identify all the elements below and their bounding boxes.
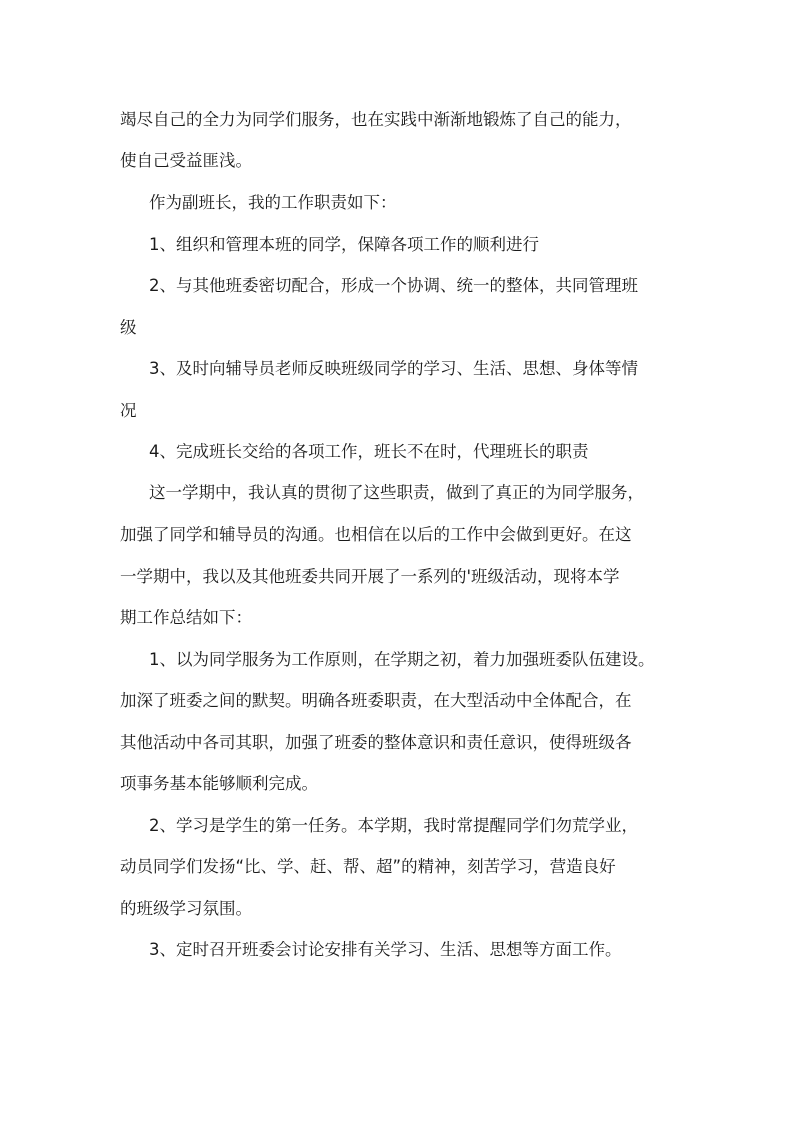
line-text: 2、与其他班委密切配合，形成一个协调、统一的整体，共同管理班	[149, 276, 638, 295]
text-line	[0, 731, 794, 755]
text-line	[0, 814, 794, 838]
line-text: 竭尽自己的全力为同学们服务，也在实践中渐渐地锻炼了自己的能力，	[120, 110, 632, 129]
line-text: 4、完成班长交给的各项工作，班长不在时，代理班长的职责	[149, 442, 589, 461]
line-text: 一学期中，我以及其他班委共同开展了一系列的'班级活动，现将本学	[120, 567, 620, 586]
line-text: 动员同学们发扬“比、学、赶、帮、超”的精神，刻苦学习，营造良好	[120, 857, 616, 876]
line-text: 况	[120, 401, 137, 420]
text-line	[0, 481, 794, 505]
text-line	[0, 357, 794, 381]
text-line	[0, 191, 794, 215]
line-text: 其他活动中各司其职，加强了班委的整体意识和责任意识，使得班级各	[120, 733, 632, 752]
text-line	[0, 855, 794, 879]
line-text: 加强了同学和辅导员的沟通。也相信在以后的工作中会做到更好。在这	[120, 525, 632, 544]
text-line	[0, 606, 794, 630]
line-text: 使自己受益匪浅。	[120, 151, 252, 170]
line-text: 3、及时向辅导员老师反映班级同学的学习、生活、思想、身体等情	[149, 359, 638, 378]
line-text: 项事务基本能够顺利完成。	[120, 774, 318, 793]
text-line	[0, 274, 794, 298]
line-text: 加深了班委之间的默契。明确各班委职责，在大型活动中全体配合，在	[120, 691, 632, 710]
text-line	[0, 233, 794, 257]
text-line	[0, 523, 794, 547]
text-line	[0, 772, 794, 796]
line-text: 3、定时召开班委会讨论安排有关学习、生活、思想等方面工作。	[149, 940, 622, 959]
line-text: 这一学期中，我认真的贯彻了这些职责，做到了真正的为同学服务，	[149, 483, 644, 502]
line-text: 的班级学习氛围。	[120, 899, 252, 918]
text-line	[0, 316, 794, 340]
text-line	[0, 897, 794, 921]
line-text: 1、组织和管理本班的同学，保障各项工作的顺利进行	[149, 235, 539, 254]
line-text: 作为副班长，我的工作职责如下：	[149, 193, 397, 212]
line-text: 1、以为同学服务为工作原则，在学期之初，着力加强班委队伍建设。	[149, 650, 655, 669]
text-line	[0, 440, 794, 464]
text-line	[0, 108, 794, 132]
text-line	[0, 565, 794, 589]
text-line	[0, 648, 794, 672]
line-text: 级	[120, 318, 137, 337]
line-text: 2、学习是学生的第一任务。本学期，我时常提醒同学们勿荒学业，	[149, 816, 638, 835]
text-line	[0, 938, 794, 962]
text-line	[0, 689, 794, 713]
text-line	[0, 149, 794, 173]
line-text: 期工作总结如下：	[120, 608, 252, 627]
text-line	[0, 399, 794, 423]
